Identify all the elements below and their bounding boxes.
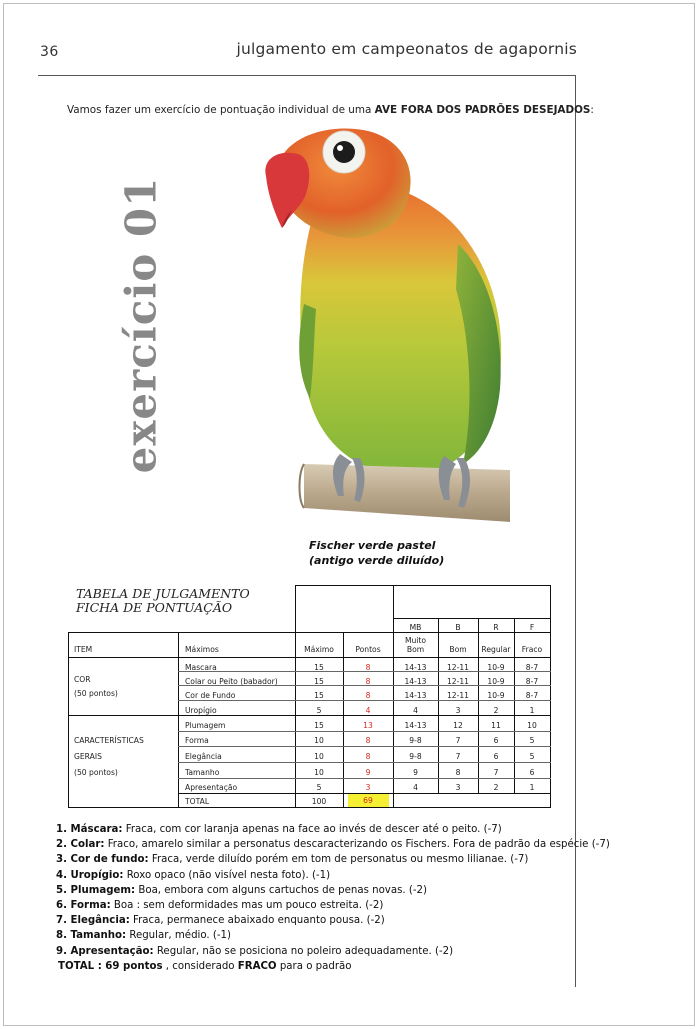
row-max: 15: [314, 663, 324, 672]
row-label: Plumagem: [185, 721, 226, 730]
row-mb: 14-13: [404, 721, 427, 730]
note-label: 3. Cor de fundo:: [56, 854, 149, 866]
row-r: 2: [493, 706, 499, 715]
note-text: Fraco, amarelo similar a personatus descaracterizando os Fischers. Fora de padrão da espécie (-7): [104, 839, 610, 851]
row-max: 10: [314, 752, 324, 761]
row-mb: 4: [413, 783, 418, 792]
row-r: 10-9: [487, 677, 505, 686]
note-label: 5. Plumagem:: [56, 884, 136, 896]
row-points: 8: [365, 677, 371, 686]
row-label: Elegância: [185, 752, 222, 761]
total-points: 69: [363, 796, 373, 805]
exercise-title-box: [113, 176, 169, 474]
header-r: Regular: [481, 645, 511, 654]
caption-line-2: (antigo verde diluído): [309, 554, 445, 567]
row-mb: 4: [413, 706, 418, 715]
note-item: [56, 944, 576, 959]
note-item: [56, 822, 576, 837]
row-max: 15: [314, 677, 324, 686]
row-points: 3: [365, 783, 371, 792]
header-item: ITEM: [74, 645, 93, 654]
note-item: [56, 928, 576, 943]
header-maximo: Máximo: [304, 645, 334, 654]
row-mb: 14-13: [404, 677, 427, 686]
total-summary: [58, 959, 576, 974]
row-points: 8: [365, 663, 371, 672]
grade-code-b: B: [455, 623, 461, 632]
header-rule: [38, 75, 576, 76]
header-pontos: Pontos: [355, 645, 381, 654]
row-r: 7: [493, 768, 499, 777]
scoring-notes: [56, 822, 610, 974]
note-label: 7. Elegância:: [56, 915, 130, 927]
row-max: 10: [314, 768, 324, 777]
header-f: Fraco: [521, 645, 543, 654]
note-item: [56, 837, 610, 852]
row-b: 3: [455, 706, 461, 715]
note-label: 6. Forma:: [56, 900, 111, 912]
header-mb-muito: Muito: [404, 636, 427, 645]
grade-code-f: F: [529, 623, 535, 632]
intro-bold: AVE FORA DOS PADRÕES DESEJADOS: [374, 104, 591, 116]
row-label: Colar ou Peito (babador): [185, 677, 278, 686]
header-maximos: Máximos: [185, 645, 219, 654]
row-f: 5: [529, 752, 535, 761]
header-mb-bom: Bom: [406, 645, 425, 654]
row-f: 5: [529, 736, 535, 745]
lovebird-photo: [258, 124, 514, 530]
row-r: 2: [493, 783, 499, 792]
note-item: [56, 868, 576, 883]
table-title-line-2: FICHA DE PONTUAÇÃO: [76, 600, 233, 615]
row-f: 8-7: [525, 691, 539, 700]
photo-caption: [309, 538, 444, 568]
notes-list: [56, 822, 610, 959]
note-text: Boa : sem deformidades mas um pouco estreita. (-2): [110, 900, 384, 912]
note-label: 4. Uropígio:: [56, 869, 124, 881]
grade-code-r: R: [493, 623, 499, 632]
row-f: 10: [527, 721, 537, 730]
row-b: 12: [453, 721, 463, 730]
total-label: TOTAL: [185, 797, 210, 806]
note-label: 1. Máscara:: [56, 824, 123, 835]
row-label: Tamanho: [185, 768, 220, 777]
row-label: Mascara: [185, 663, 217, 672]
note-text: Boa, embora com alguns cartuchos de penas novas. (-2): [135, 884, 427, 896]
row-f: 1: [529, 783, 535, 792]
row-mb: 9: [413, 768, 418, 777]
total-max: 100: [311, 797, 327, 806]
group-cor-points: (50 pontos): [74, 689, 118, 698]
row-b: 7: [455, 736, 461, 745]
note-text: Regular, não se posiciona no poleiro adequadamente. (-2): [153, 945, 454, 957]
row-b: 3: [455, 783, 461, 792]
grade-code-mb: MB: [409, 623, 422, 632]
header-b: Bom: [449, 645, 467, 654]
row-b: 12-11: [446, 691, 470, 700]
row-f: 6: [529, 768, 535, 777]
row-r: 11: [491, 721, 501, 730]
row-max: 15: [314, 691, 324, 700]
note-item: [56, 898, 576, 913]
note-label: 9. Apresentação:: [56, 945, 154, 957]
page-number: 36: [40, 44, 59, 60]
total-summary-bold: TOTAL : 69 pontos: [58, 960, 163, 972]
exercise-title: exercício 01: [116, 176, 166, 474]
note-text: Roxo opaco (não visível nesta foto). (-1): [123, 869, 331, 881]
note-item: [56, 883, 576, 898]
row-r: 10-9: [487, 663, 505, 672]
note-item: [56, 852, 576, 867]
group-caract-points: (50 pontos): [74, 768, 118, 777]
row-f: 8-7: [525, 677, 539, 686]
row-b: 12-11: [446, 677, 470, 686]
row-mb: 14-13: [404, 663, 427, 672]
row-points: 8: [365, 691, 371, 700]
row-points: 9: [365, 768, 371, 777]
row-mb: 14-13: [404, 691, 427, 700]
row-f: 1: [529, 706, 535, 715]
row-points: 13: [363, 721, 373, 730]
note-label: 8. Tamanho:: [56, 930, 127, 942]
row-max: 15: [314, 721, 324, 730]
row-f: 8-7: [525, 663, 539, 672]
row-points: 4: [365, 706, 371, 715]
note-text: Fraca, com cor laranja apenas na face ao invés de descer até o peito. (-7): [122, 824, 502, 835]
row-points: 8: [365, 752, 371, 761]
group-caract-2: GERAIS: [74, 752, 102, 761]
row-r: 10-9: [487, 691, 505, 700]
note-text: Regular, médio. (-1): [126, 930, 232, 942]
row-b: 8: [455, 768, 461, 777]
row-b: 12-11: [446, 663, 470, 672]
note-text: Fraca, permanece abaixado enquanto pousa. (-2): [129, 915, 385, 927]
row-max: 5: [316, 706, 322, 715]
note-item: [56, 913, 576, 928]
row-points: 8: [365, 736, 371, 745]
table-title-line-1: TABELA DE JULGAMENTO: [76, 586, 250, 601]
row-label: Uropígio: [185, 706, 217, 715]
row-r: 6: [493, 736, 499, 745]
running-header: julgamento em campeonatos de agapornis: [236, 40, 577, 58]
row-b: 7: [455, 752, 461, 761]
group-caract-1: CARACTERÍSTICAS: [74, 736, 144, 745]
total-summary-text: , considerado: [162, 960, 238, 972]
total-summary-suffix: para o padrão: [276, 960, 352, 972]
row-max: 5: [316, 783, 322, 792]
caption-line-1: Fischer verde pastel: [309, 539, 436, 552]
intro-paragraph: [67, 104, 594, 116]
scoring-table: [68, 585, 551, 808]
note-label: 2. Colar:: [56, 839, 105, 851]
row-max: 10: [314, 736, 324, 745]
group-cor: COR: [74, 675, 91, 684]
row-mb: 9-8: [409, 752, 422, 761]
total-summary-verdict: FRACO: [237, 960, 277, 972]
row-label: Cor de Fundo: [185, 691, 236, 700]
row-r: 6: [493, 752, 499, 761]
row-mb: 9-8: [409, 736, 422, 745]
intro-suffix: :: [590, 104, 594, 116]
intro-text: Vamos fazer um exercício de pontuação individual de uma: [67, 104, 375, 116]
row-label: Forma: [185, 736, 209, 745]
row-label: Apresentação: [185, 783, 238, 792]
note-text: Fraca, verde diluído porém em tom de personatus ou mesmo lilianae. (-7): [148, 854, 529, 866]
